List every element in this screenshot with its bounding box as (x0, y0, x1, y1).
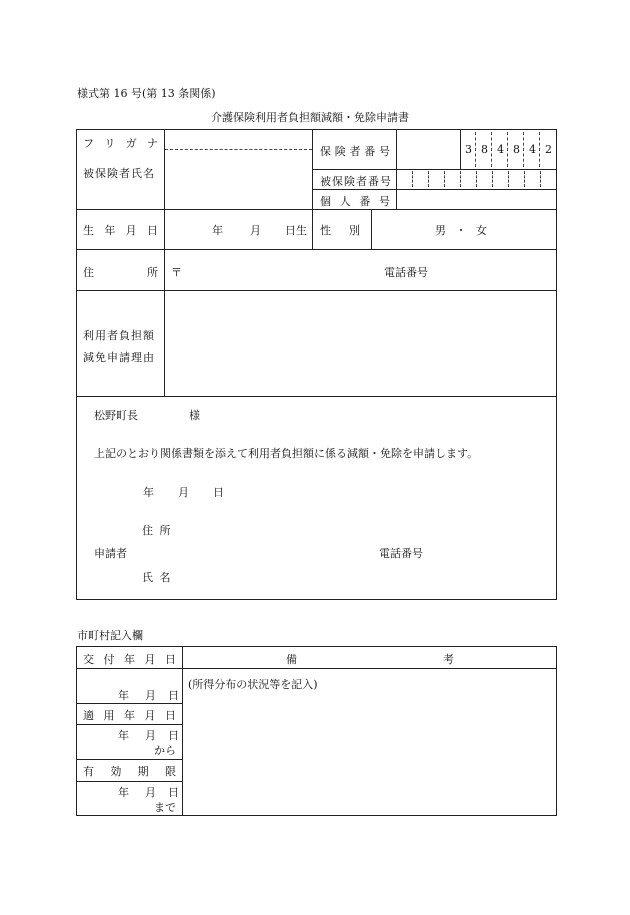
validity-label: 有 効 期 限 (83, 765, 176, 778)
address-field[interactable] (185, 251, 375, 289)
applicant-address-field[interactable] (190, 518, 370, 538)
validity-year: 年 (118, 786, 129, 799)
from-label: から (154, 744, 176, 757)
issue-date-month: 月 (145, 689, 156, 702)
remarks-label: 備 考 (286, 653, 454, 666)
apply-date-year: 年 (118, 729, 129, 742)
form-number: 様式第 16 号(第 13 条関係) (77, 87, 216, 100)
insurer-digit: 8 (513, 143, 520, 156)
phone-label: 電話番号 (384, 266, 428, 279)
remarks-field[interactable] (183, 669, 556, 815)
address-label: 住 所 (83, 266, 158, 279)
municipal-section-title: 市町村記入欄 (77, 629, 143, 642)
sex-label: 性 別 (320, 224, 360, 237)
issue-date-year: 年 (118, 689, 129, 702)
birthdate-year: 年 (212, 224, 223, 237)
apply-date-label: 適 用 年 月 日 (83, 709, 176, 722)
application-date-year: 年 (143, 486, 154, 499)
insurer-number-label: 保 険 者 番 号 (320, 145, 390, 158)
applicant-name-label: 氏 名 (142, 571, 171, 584)
sex-options[interactable]: 男 ・ 女 (435, 224, 487, 237)
until-label: まで (154, 801, 176, 814)
postal-mark: 〒 (171, 266, 182, 279)
birthdate-label: 生 年 月 日 (83, 224, 158, 237)
reason-field[interactable] (165, 291, 556, 395)
insured-name-label: 被保険者氏名 (83, 167, 155, 180)
insurer-digit: 8 (481, 143, 488, 156)
applicant-label: 申請者 (94, 547, 127, 560)
applicant-phone-label: 電話番号 (379, 547, 423, 560)
furigana-field[interactable] (165, 130, 312, 148)
addressee: 松野町長 (94, 409, 138, 422)
validity-month: 月 (145, 786, 156, 799)
remarks-note: (所得分布の状況等を記入) (188, 678, 318, 691)
reason-label-line2: 減免申請理由 (83, 351, 155, 364)
insurer-digit: 4 (497, 143, 504, 156)
personal-number-label: 個 人 番 号 (320, 195, 390, 208)
reason-label-line1: 利用者負担額 (83, 329, 155, 342)
phone-field[interactable] (440, 251, 556, 289)
honorific: 様 (189, 409, 200, 422)
issue-date-day: 日 (168, 689, 179, 702)
personal-number-field[interactable] (397, 190, 556, 208)
applicant-address-label: 住 所 (142, 524, 171, 537)
validity-day: 日 (168, 786, 179, 799)
declaration-statement: 上記のとおり関係書類を添えて利用者負担額に係る減額・免除を申請します。 (94, 447, 479, 460)
apply-date-month: 月 (145, 729, 156, 742)
issue-date-label: 交 付 年 月 日 (83, 653, 176, 666)
apply-date-day: 日 (168, 729, 179, 742)
applicant-name-field[interactable] (190, 565, 370, 585)
insurer-digit: 3 (465, 143, 472, 156)
insured-number-label: 被保険者番号 (320, 175, 392, 188)
insured-number-field[interactable] (397, 170, 556, 188)
furigana-label: フ リ ガ ナ (83, 137, 158, 150)
birthdate-month: 月 (250, 224, 261, 237)
application-date-month: 月 (178, 486, 189, 499)
application-date-day: 日 (213, 486, 224, 499)
insurer-digit: 4 (529, 143, 536, 156)
insurer-digit: 2 (545, 143, 552, 156)
form-title: 介護保険利用者負担額減額・免除申請書 (211, 111, 409, 124)
birthdate-day: 日生 (285, 224, 307, 237)
applicant-phone-field[interactable] (435, 541, 550, 561)
insured-name-field[interactable] (165, 150, 312, 208)
